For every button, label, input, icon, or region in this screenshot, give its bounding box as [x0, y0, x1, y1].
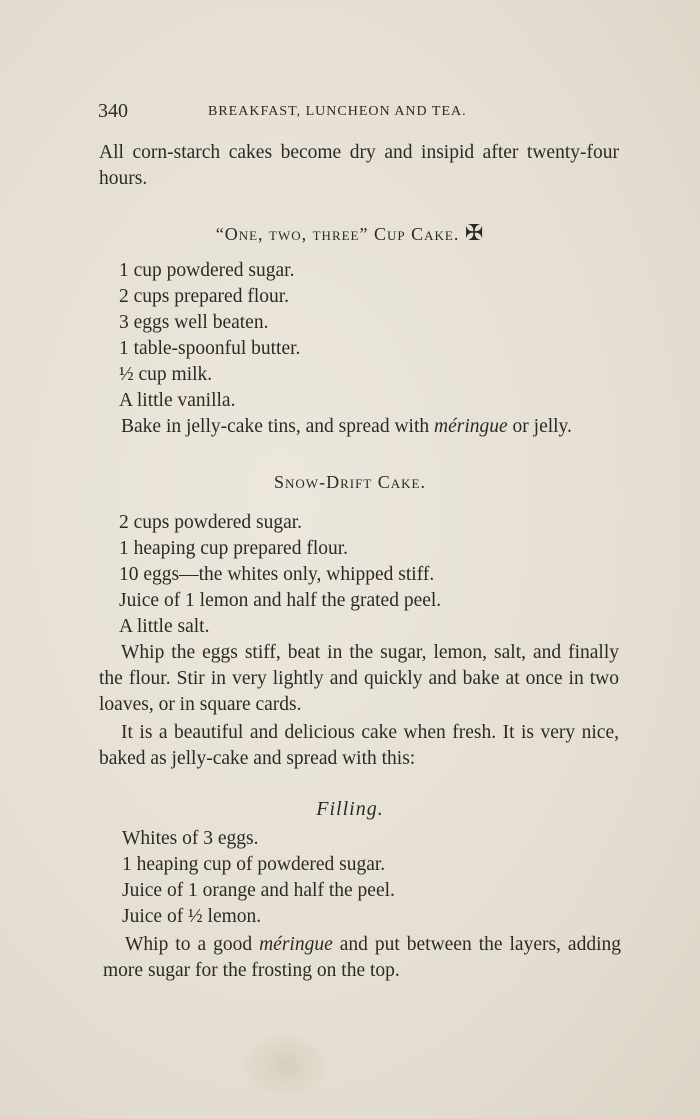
- ingredient-line: Whites of 3 eggs.: [122, 828, 259, 849]
- filling-method: [103, 932, 621, 984]
- ingredient-line: 10 eggs—the whites only, whipped stiff.: [119, 564, 435, 585]
- snow-drift-method: Whip the eggs stiff, beat in the sugar, lemon, salt, and finally the flour. Stir in very lightly and quickly and bake at once in two loaves, or in square cards.: [99, 642, 619, 715]
- snow-drift-note: It is a beautiful and delicious cake when fresh. It is very nice, baked as jelly-cake and spread with this:: [99, 722, 619, 769]
- ingredient-line: Juice of 1 orange and half the peel.: [122, 880, 395, 901]
- ingredient-line: A little vanilla.: [119, 390, 236, 411]
- method-italic-text: méringue: [434, 416, 508, 437]
- recipe-title-snow-drift: Snow-Drift Cake.: [274, 472, 426, 492]
- filling-title: Filling.: [316, 798, 384, 820]
- method-text: Bake in jelly-cake tins, and spread with: [121, 416, 434, 437]
- ingredient-line: 2 cups prepared flour.: [119, 286, 290, 307]
- page-number: 340: [98, 100, 128, 122]
- method-italic-text: méringue: [259, 934, 333, 955]
- recipe-title-text: “One, two, three” Cup Cake.: [215, 224, 460, 244]
- ingredient-line: Juice of ½ lemon.: [122, 906, 262, 927]
- cup-cake-method: [99, 414, 619, 440]
- ingredient-line: 1 heaping cup of powdered sugar.: [122, 854, 386, 875]
- running-head: BREAKFAST, LUNCHEON AND TEA.: [208, 104, 467, 119]
- intro-paragraph: All corn-starch cakes become dry and insipid after twenty-four hours.: [99, 142, 619, 189]
- ingredient-line: 1 heaping cup prepared flour.: [119, 538, 349, 559]
- ingredient-line: A little salt.: [119, 616, 210, 637]
- ingredient-line: 1 cup powdered sugar.: [119, 260, 295, 281]
- paper-stain: [240, 1030, 330, 1100]
- recipe-title-cup-cake: [0, 220, 700, 246]
- method-text: or jelly.: [507, 416, 572, 437]
- ingredient-line: Juice of 1 lemon and half the grated peel.: [119, 590, 442, 611]
- maltese-cross-icon: ✠: [464, 220, 485, 245]
- ingredient-line: 3 eggs well beaten.: [119, 312, 269, 333]
- ingredient-line: 1 table-spoonful butter.: [119, 338, 301, 359]
- page-header: [98, 100, 618, 128]
- method-text: Whip to a good: [125, 934, 260, 955]
- ingredient-line: ½ cup milk.: [119, 364, 213, 385]
- ingredient-line: 2 cups powdered sugar.: [119, 512, 303, 533]
- method-text: and put between the layers, adding more sugar for the frosting on the top.: [103, 934, 621, 981]
